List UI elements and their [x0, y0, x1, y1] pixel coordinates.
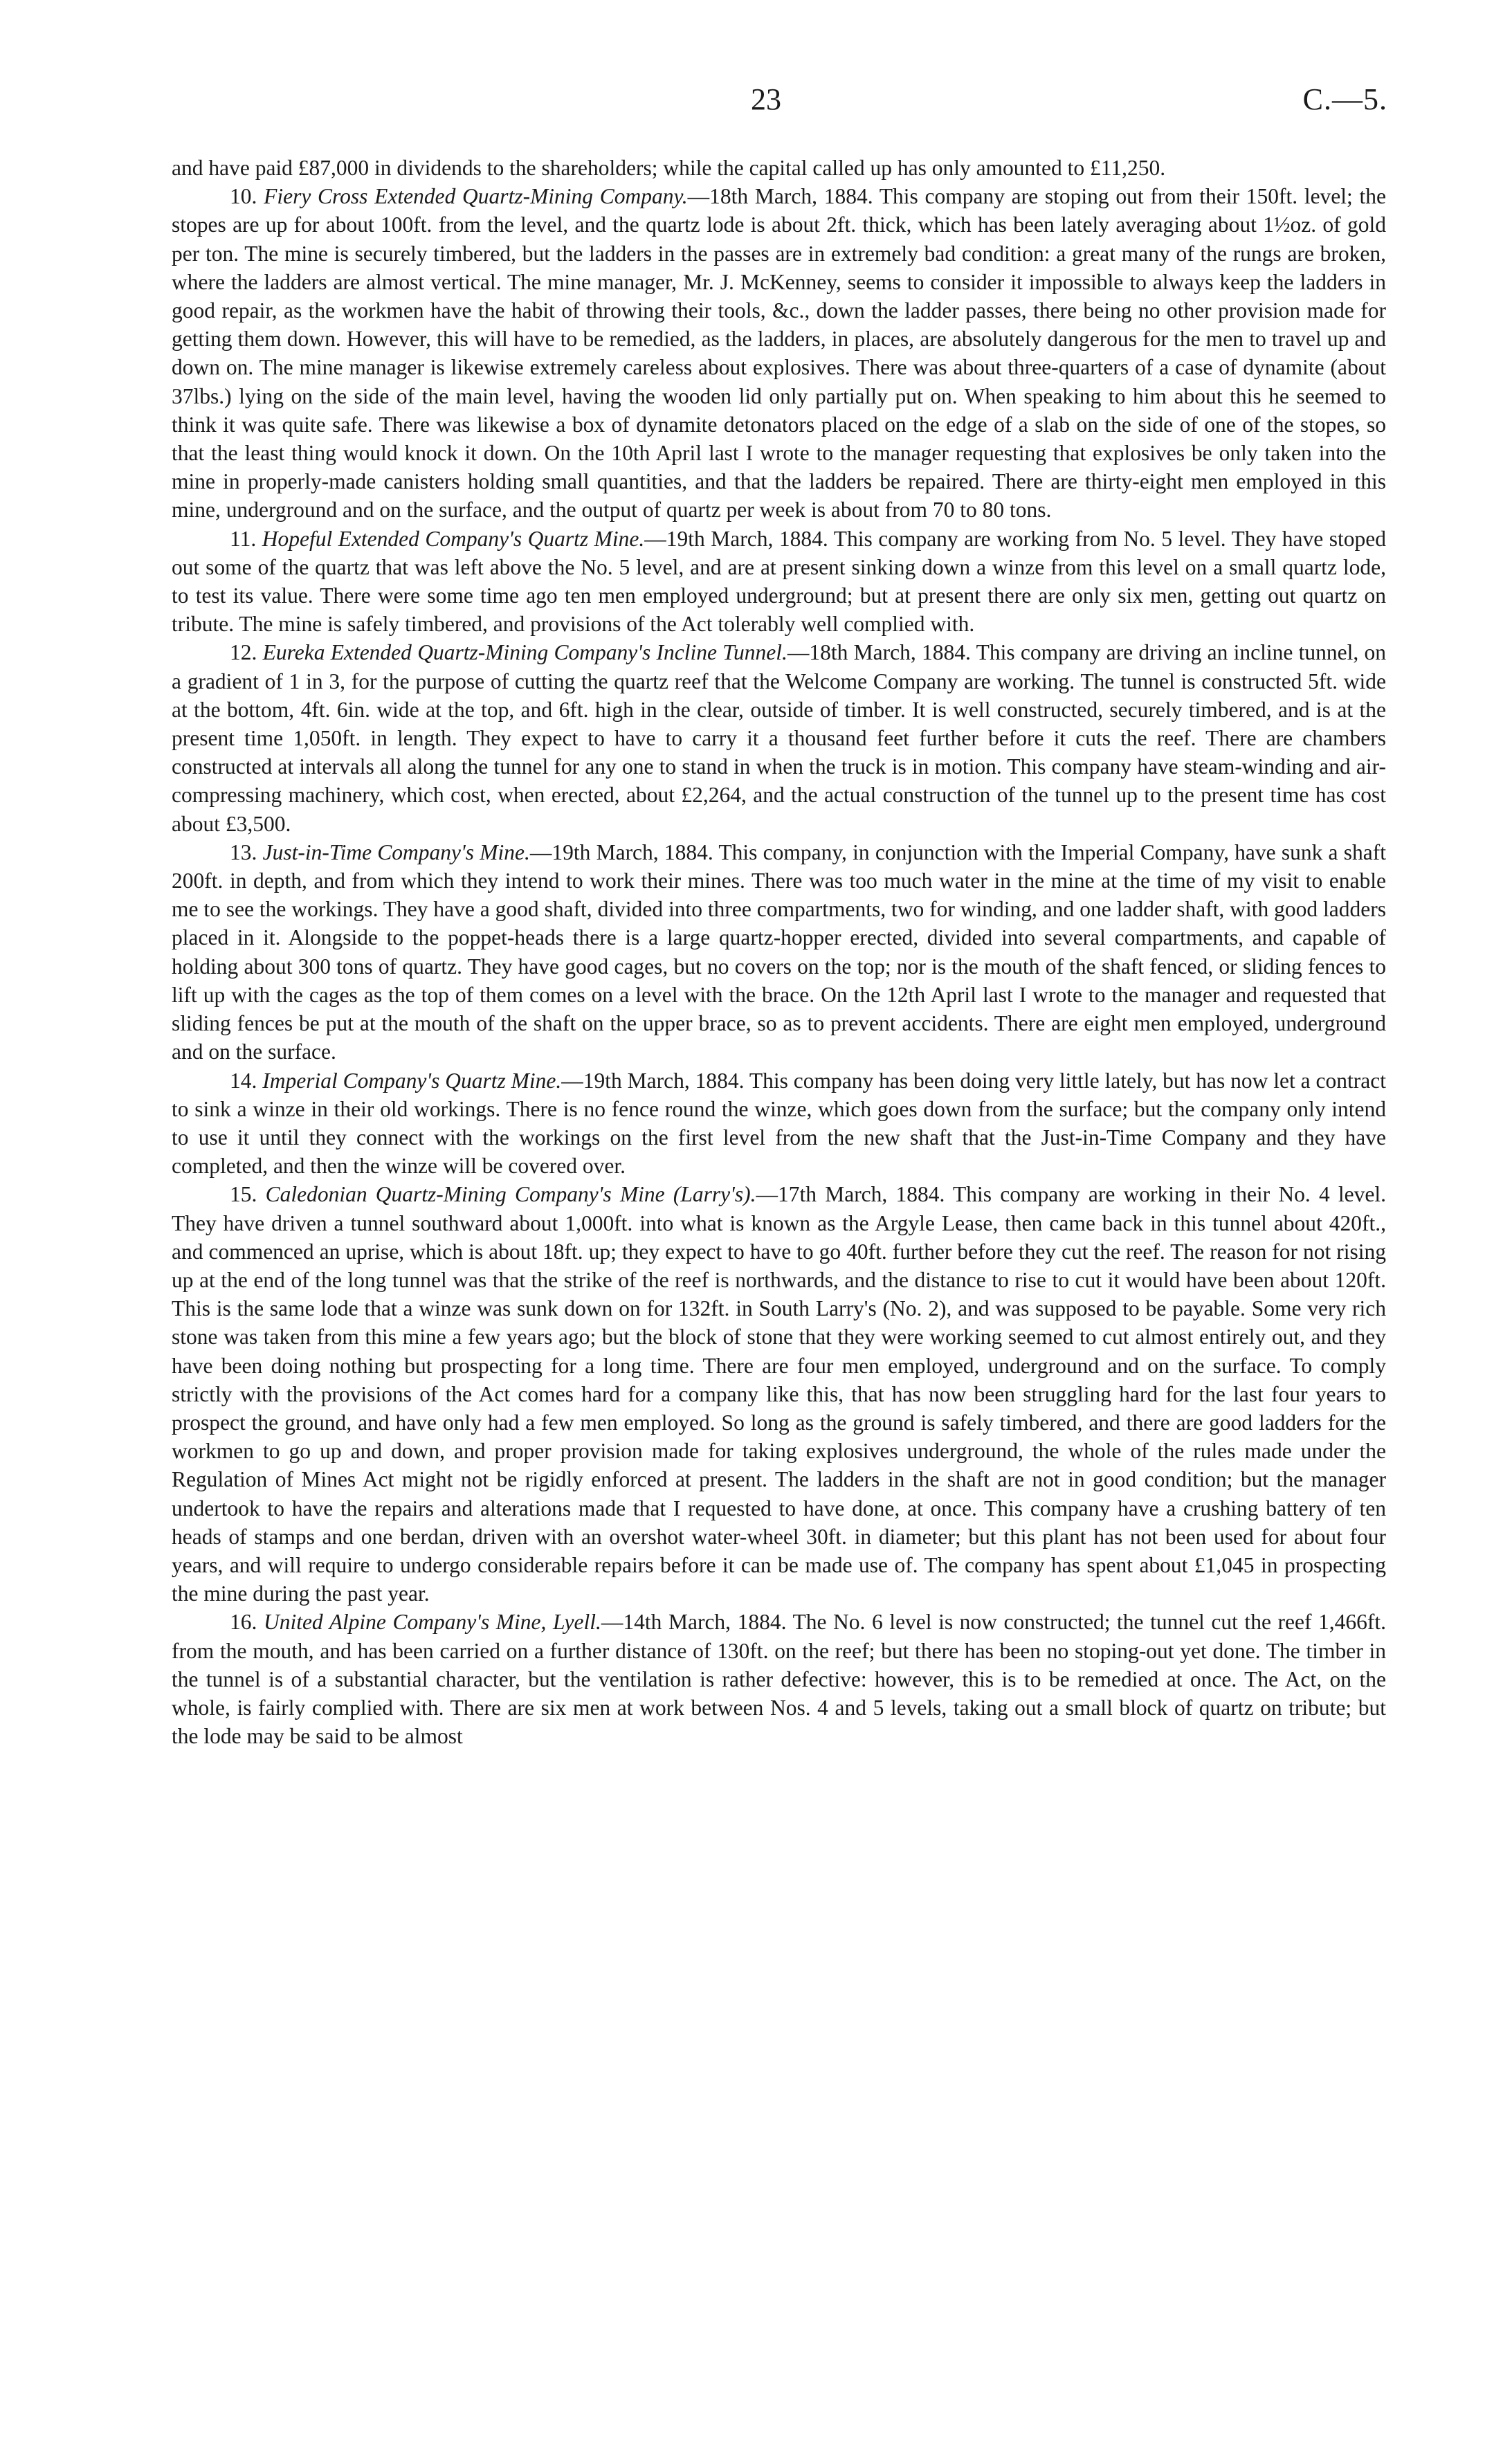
document-reference: C.—5.: [1302, 82, 1387, 116]
mine-title: Just-in-Time Company's Mine.: [262, 839, 530, 864]
paragraph-fiery-cross: [172, 182, 1386, 524]
paragraph-united-alpine: [172, 1608, 1386, 1750]
paragraph-number: 12.: [230, 640, 263, 665]
mine-title: Hopeful Extended Company's Quartz Mine.: [262, 526, 645, 551]
paragraph-caledonian: [172, 1180, 1386, 1608]
paragraph-text: —19th March, 1884. This company has been doing very little lately, but has now let a contract to sink a winze in their old workings. There is no fence round the winze, which goes down from the surface; but the company only intend to use it until they connect with the workings on the first level from the new shaft that the Just-in-Time Company and they have completed, and then the winze will be covered over.: [172, 1068, 1386, 1179]
page-number: 23: [751, 82, 781, 116]
paragraph-number: 14.: [230, 1068, 263, 1093]
paragraph-text: and have paid £87,000 in dividends to the shareholders; while the capital called up has only amounted to £11,250.: [172, 156, 1166, 180]
paragraph-just-in-time: [172, 838, 1386, 1066]
mine-title: Fiery Cross Extended Quartz-Mining Company.: [264, 184, 688, 209]
paragraph-text: —19th March, 1884. This company, in conjunction with the Imperial Company, have sunk a shaft 200ft. in depth, and from which they intend to work their mines. There was too much water in the mine at the time of my visit to enable me to see the workings. They have a good shaft, divided into three compartments, two for winding, and one ladder shaft, with good ladders placed in it. Alongside to the poppet-heads there is a large quartz-hopper erected, divided into several compartments, and capable of holding about 300 tons of quartz. They have good cages, but no covers on the top; nor is the mouth of the shaft fenced, or sliding fences to lift up with the cages as the top of them comes on a level with the brace. On the 12th April last I wrote to the manager and requested that sliding fences be put at the mouth of the shaft on the upper brace, so as to prevent accidents. There are eight men employed, underground and on the surface.: [172, 839, 1386, 1064]
mine-title: Imperial Company's Quartz Mine.: [262, 1068, 562, 1093]
report-body: [172, 154, 1386, 1750]
paragraph-number: 13.: [230, 839, 263, 864]
paragraph-text: —18th March, 1884. This company are driving an incline tunnel, on a gradient of 1 in 3, for the purpose of cutting the quartz reef that the Welcome Company are working. The tunnel is constructed 5ft. wide at the bottom, 4ft. 6in. wide at the top, and 6ft. high in the clear, outside of timber. It is well constructed, securely timbered, and is at the present time 1,050ft. in length. They expect to have to carry it a thousand feet further before it cuts the reef. There are chambers constructed at intervals all along the tunnel for any one to stand in when the truck is in motion. This company have steam-winding and air-compressing machinery, which cost, when erected, about £2,264, and the actual construction of the tunnel up to the present time has cost about £3,500.: [172, 640, 1386, 836]
paragraph-eureka-extended: [172, 638, 1386, 837]
paragraph-text: —17th March, 1884. This company are working in their No. 4 level. They have driven a tunnel southward about 1,000ft. into what is known as the Argyle Lease, then came back in this tunnel about 420ft., and commenced an uprise, which is about 18ft. up; they expect to have to go 40ft. further before they cut the reef. The reason for not rising up at the end of the long tunnel was that the strike of the reef is northwards, and the distance to rise to cut it would have been about 120ft. This is the same lode that a winze was sunk down on for 132ft. in South Larry's (No. 2), and was supposed to be payable. Some very rich stone was taken from this mine a few years ago; but the block of stone that they were working seemed to cut almost entirely out, and they have been doing nothing but prospecting for a long time. There are four men employed, underground and on the surface. To comply strictly with the provisions of the Act comes hard for a company like this, that has now been struggling hard for the last four years to prospect the ground, and have only had a few men employed. So long as the ground is safely timbered, and there are good ladders for the workmen to go up and down, and proper provision made for taking explosives underground, the whole of the rules made under the Regulation of Mines Act might not be rigidly enforced at present. The ladders in the shaft are not in good condition; but the manager undertook to have the repairs and alterations made that I requested to have done, at once. This company have a crushing battery of ten heads of stamps and one berdan, driven with an overshot water-wheel 30ft. in diameter; but this plant has not been used for about four years, and will require to undergo considerable repairs before it can be made use of. The company has spent about £1,045 in prospecting the mine during the past year.: [172, 1182, 1387, 1606]
paragraph-text: —14th March, 1884. The No. 6 level is now constructed; the tunnel cut the reef 1,466ft. from the mouth, and has been carried on a further distance of 130ft. on the reef; but there has been no stoping-out yet done. The timber in the tunnel is of a substantial character, but the ventilation is rather defective: however, this is to be remedied at once. The Act, on the whole, is fairly complied with. There are six men at work between Nos. 4 and 5 levels, taking out a small block of quartz on tribute; but the lode may be said to be almost: [172, 1610, 1386, 1749]
paragraph-number: 16.: [230, 1610, 264, 1635]
paragraph-text: —18th March, 1884. This company are stoping out from their 150ft. level; the stopes are up for about 100ft. from the level, and the quartz lode is about 2ft. thick, which has been lately averaging about 1½oz. of gold per ton. The mine is securely timbered, but the ladders in the passes are in extremely bad condition: a great many of the rungs are broken, where the ladders are almost vertical. The mine manager, Mr. J. McKenney, seems to consider it impossible to always keep the ladders in good repair, as the workmen have the habit of throwing their tools, &c., down the ladder passes, there being no other provision made for getting them down. However, this will have to be remedied, as the ladders, in places, are absolutely dangerous for the men to travel up and down on. The mine manager is likewise extremely careless about explosives. There was about three-quarters of a case of dynamite (about 37lbs.) lying on the side of the main level, having the wooden lid only partially put on. When speaking to him about this he seemed to think it was quite safe. There was likewise a box of dynamite detonators placed on the edge of a slab on the side of one of the stopes, so that the least thing would knock it down. On the 10th April last I wrote to the manager requesting that explosives be only taken into the mine in properly-made canisters holding small quantities, and that the ladders be repaired. There are thirty-eight men employed in this mine, underground and on the surface, and the output of quartz per week is about from 70 to 80 tons.: [172, 184, 1386, 523]
mine-title: United Alpine Company's Mine, Lyell.: [263, 1610, 601, 1635]
paragraph-number: 15.: [230, 1182, 266, 1207]
page-header: [0, 82, 1512, 123]
paragraph-continuation: [172, 154, 1386, 182]
mine-title: Eureka Extended Quartz-Mining Company's Incline Tunnel.: [262, 640, 787, 665]
paragraph-number: 11.: [230, 526, 262, 551]
paragraph-text: —19th March, 1884. This company are working from No. 5 level. They have stoped out some of the quartz that was left above the No. 5 level, and are at present sinking down a winze from this level on a small quartz lode, to test its value. There were some time ago ten men employed underground; but at present there are only six men, getting out quartz on tribute. The mine is safely timbered, and provisions of the Act tolerably well complied with.: [172, 526, 1386, 637]
paragraph-number: 10.: [230, 184, 264, 209]
paragraph-hopeful-extended: [172, 525, 1386, 639]
paragraph-imperial: [172, 1066, 1386, 1181]
mine-title: Caledonian Quartz-Mining Company's Mine (Larry's).: [265, 1182, 756, 1207]
